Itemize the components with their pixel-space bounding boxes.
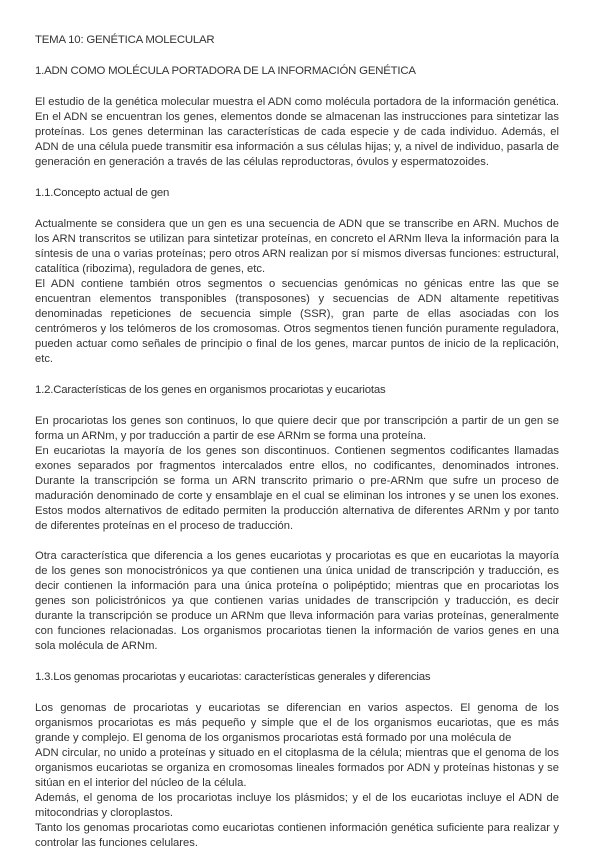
document-title: TEMA 10: GENÉTICA MOLECULAR — [35, 34, 215, 46]
section-1-3-paragraph-1a: Los genomas de procariotas y eucariotas se diferencian en varios aspectos. El genoma de los organismos procariotas es más pequeño y simple que el de los organismos eucariotas, que es más grande y complejo. El genoma de los organismos procariotas está formado por una molécula de — [35, 702, 559, 744]
section-1-2-heading: 1.2.Características de los genes en organismos procariotas y eucariotas — [35, 384, 386, 396]
section-1-3-heading: 1.3.Los genomas procariotas y eucariotas: características generales y diferencias — [35, 671, 431, 683]
section-1-heading: 1.ADN COMO MOLÉCULA PORTADORA DE LA INFORMACIÓN GENÉTICA — [35, 65, 416, 77]
section-1-2-paragraph-1: En procariotas los genes son continuos, lo que quiere decir que por transcripción a partir de un gen se forma un ARNm, y por traducción a partir de ese ARNm se forma una proteína. — [35, 415, 559, 442]
section-1-2-paragraph-3: Otra característica que diferencia a los genes eucariotas y procariotas es que en eucariotas la mayoría de los genes son monocistrónicos ya que contienen una única unidad de transcripción y traducción, es decir contienen la información para una única proteína o polipéptido; mientras que en procariotas los genes son policistrónicos ya que contienen varias unidades de transcripción y traducción, es decir durante la transcripción se produce un ARNm que lleva información para varias proteínas, generalmente con funciones relacionadas. Los organismos procariotas tienen la información de varios genes en una sola molécula de ARNm. — [35, 550, 559, 652]
section-1-1-heading: 1.1.Concepto actual de gen — [35, 187, 170, 199]
section-1-3-paragraph-2: Además, el genoma de los procariotas incluye los plásmidos; y el de los eucariotas incluye el ADN de mitocondrias y cloroplastos. — [35, 792, 559, 819]
document-page — [35, 33, 559, 851]
section-1-3-paragraph-1b: ADN circular, no unido a proteínas y situado en el citoplasma de la célula; mientras que el genoma de los organismos eucariotas se organiza en cromosomas lineales formados por ADN y proteínas histonas y se sitúan en el interior del núcleo de la célula. — [35, 747, 559, 789]
section-1-2-paragraph-2: En eucariotas la mayoría de los genes son discontinuos. Contienen segmentos codificantes llamadas exones separados por fragmentos intercalados entre ellos, no codificantes, denominados intrones. Durante la transcripción se forma un ARN transcrito primario o pre-ARNm que sufre un proceso de maduración denominado de corte y ensamblaje en el cual se eliminan los intrones y se unen los exones. Estos modos alternativos de editado permiten la producción alternativa de diferentes ARNm y por tanto de diferentes proteínas en el proceso de traducción. — [35, 445, 559, 532]
section-1-1-paragraph-2: El ADN contiene también otros segmentos o secuencias genómicas no génicas entre las que se encuentran elementos transponibles (transposones) y secuencias de ADN altamente repetitivas denominadas repeticiones de secuencia simple (SSR), gran parte de ellas asociadas con los centrómeros y los telómeros de los cromosomas. Otros segmentos tienen función puramente reguladora, pueden actuar como señales de principio o final de los genes, marcar puntos de inicio de la replicación, etc. — [35, 278, 559, 365]
section-1-1-paragraph-1: Actualmente se considera que un gen es una secuencia de ADN que se transcribe en ARN. Muchos de los ARN transcritos se utilizan para sintetizar proteínas, en concreto el ARNm lleva la información para la síntesis de una o varias proteínas; pero otros ARN realizan por sí mismos diversas funciones: estructural, catalítica (ribozima), reguladora de genes, etc. — [35, 218, 559, 275]
section-1-paragraph: El estudio de la genética molecular muestra el ADN como molécula portadora de la información genética. En el ADN se encuentran los genes, elementos donde se almacenan las instrucciones para sintetizar las proteínas. Los genes determinan las características de cada especie y de cada individuo. Además, el ADN de una célula puede transmitir esa información a sus células hijas; y, a nivel de individuo, pasarla de generación en generación a través de las células reproductoras, óvulos y espermatozoides. — [35, 96, 559, 168]
section-1-3-paragraph-3: Tanto los genomas procariotas como eucariotas contienen información genética suficiente para realizar y controlar las funciones celulares. — [35, 822, 559, 849]
